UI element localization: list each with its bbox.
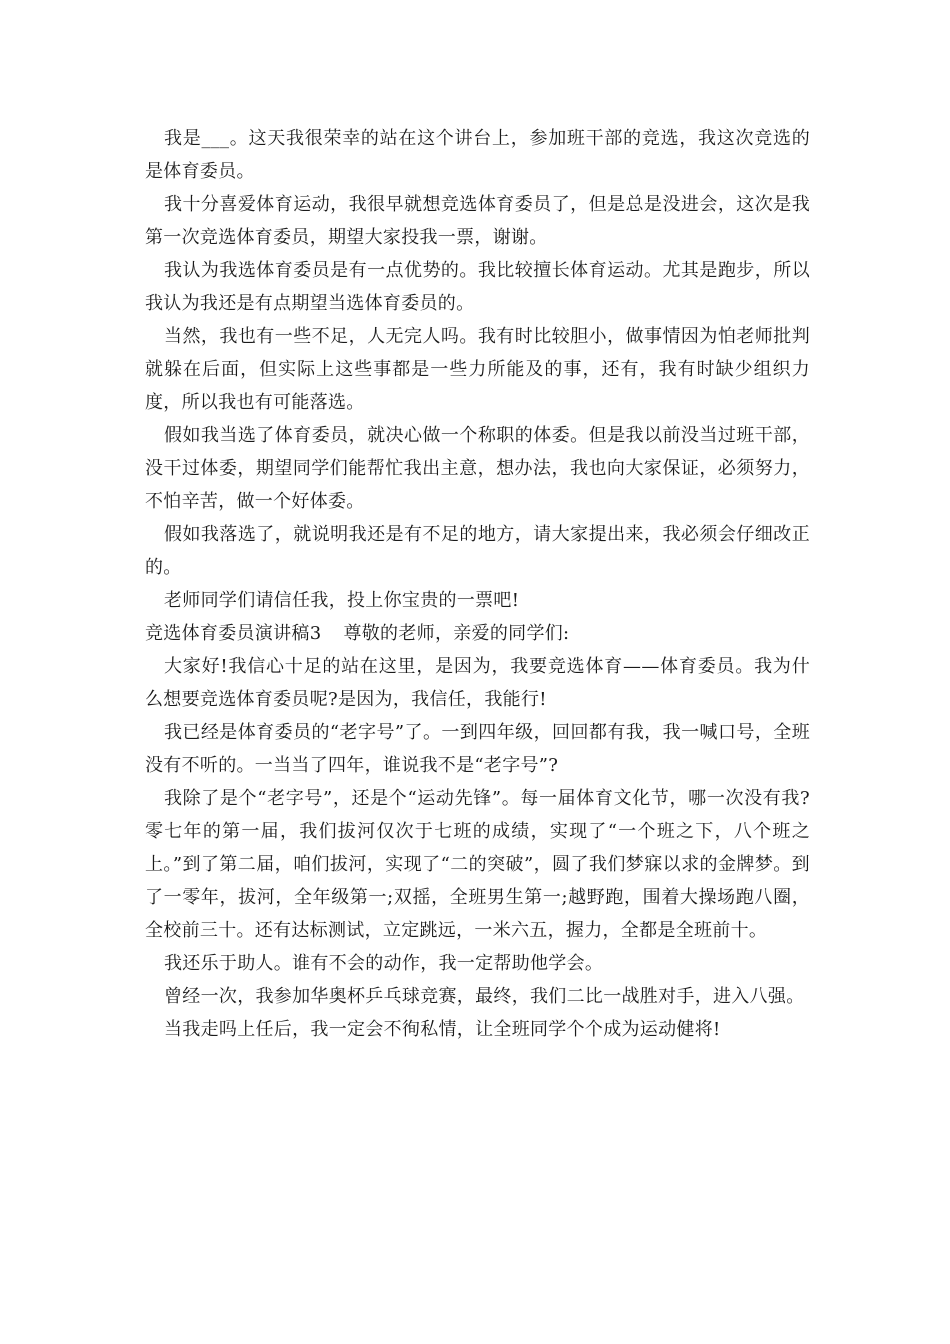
paragraph-6: 假如我落选了，就说明我还是有不足的地方，请大家提出来，我必须会仔细改正的。 bbox=[145, 524, 810, 578]
section-title: 竞选体育委员演讲稿3 bbox=[145, 623, 322, 644]
section-heading-line bbox=[145, 617, 810, 650]
paragraph-9: 我已经是体育委员的“老字号”了。一到四年级，回回都有我，我一喊口号，全班没有不听的。一当当了四年，谁说我不是“老字号”? bbox=[145, 722, 810, 776]
paragraph-5: 假如我当选了体育委员，就决心做一个称职的体委。但是我以前没当过班干部，没干过体委，期望同学们能帮忙我出主意，想办法，我也向大家保证，必须努力，不怕辛苦，做一个好体委。 bbox=[145, 425, 810, 512]
paragraph-12: 曾经一次，我参加华奥杯乒乓球竞赛，最终，我们二比一战胜对手，进入八强。 bbox=[164, 986, 805, 1007]
paragraph-7: 老师同学们请信任我，投上你宝贵的一票吧! bbox=[164, 590, 520, 611]
paragraph-2: 我十分喜爱体育运动，我很早就想竞选体育委员了，但是总是没进会，这次是我第一次竞选体育委员，期望大家投我一票，谢谢。 bbox=[145, 194, 810, 248]
paragraph-11: 我还乐于助人。谁有不会的动作，我一定帮助他学会。 bbox=[164, 953, 604, 974]
paragraph-8: 大家好!我信心十足的站在这里，是因为，我要竞选体育——体育委员。我为什么想要竞选体育委员呢?是因为，我信任，我能行! bbox=[145, 656, 810, 710]
paragraph-1: 我是___。这天我很荣幸的站在这个讲台上，参加班干部的竞选，我这次竞选的是体育委员。 bbox=[145, 128, 810, 182]
greeting: 尊敬的老师，亲爱的同学们: bbox=[343, 623, 570, 644]
paragraph-4: 当然，我也有一些不足，人无完人吗。我有时比较胆小，做事情因为怕老师批判就躲在后面，但实际上这些事都是一些力所能及的事，还有，我有时缺少组织力度，所以我也有可能落选。 bbox=[145, 326, 810, 413]
paragraph-13: 当我走吗上任后，我一定会不徇私情，让全班同学个个成为运动健将! bbox=[164, 1019, 721, 1040]
paragraph-3: 我认为我选体育委员是有一点优势的。我比较擅长体育运动。尤其是跑步，所以我认为我还是有点期望当选体育委员的。 bbox=[145, 260, 810, 314]
paragraph-10: 我除了是个“老字号”，还是个“运动先锋”。每一届体育文化节，哪一次没有我?零七年的第一届，我们拔河仅次于七班的成绩，实现了“一个班之下，八个班之上。”到了第二届，咱们拔河，实现了“二的突破”，圆了我们梦寐以求的金牌梦。到了一零年，拔河，全年级第一;双摇，全班男生第一;越野跑，围着大操场跑八圈，全校前三十。还有达标测试，立定跳远，一米六五，握力，全都是全班前十。 bbox=[145, 788, 810, 941]
document-body bbox=[145, 122, 810, 1046]
